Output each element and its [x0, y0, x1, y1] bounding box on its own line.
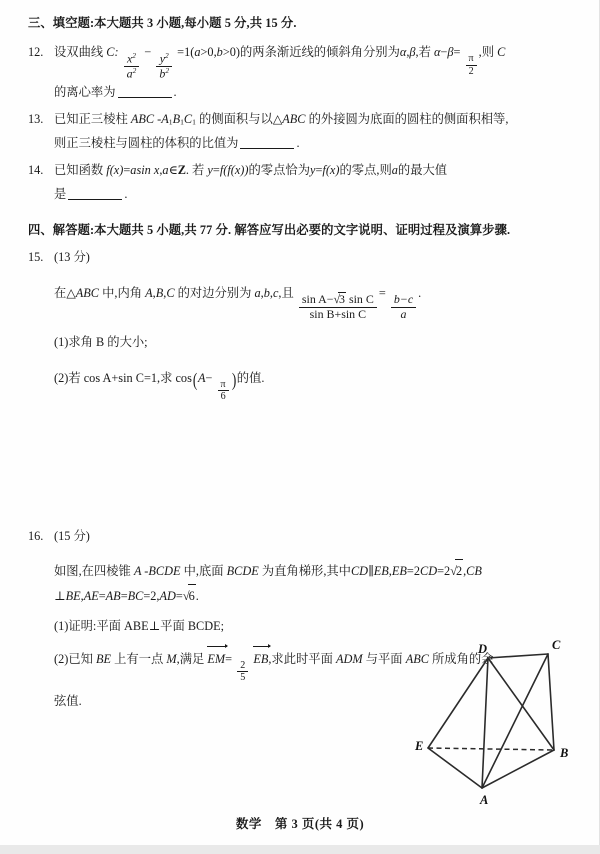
q12-beta2: β — [447, 45, 454, 60]
q13-line1-c: 的外接圆为底面的圆柱的侧面积相等, — [308, 111, 509, 126]
q15-sin-A: sin A — [301, 292, 327, 307]
q16-CD2: CD — [420, 564, 438, 579]
q15-c: c — [272, 286, 279, 301]
question-15-stem — [54, 282, 564, 321]
q13-C: C — [183, 111, 193, 126]
q12-frac-pi-2 — [466, 53, 477, 77]
q14-line2-post: . — [124, 186, 128, 201]
question-16-score: (15 分) — [54, 529, 90, 544]
q16-frac-den: 5 — [240, 672, 246, 684]
question-15-part2: (2)若 cos A+sin C=1,求 cos(A− $\frac{\pi}{6}$ )的值. — [54, 370, 265, 403]
question-16-stem-line1: 如图,在四棱锥 A -BCDE 中,底面 BCDE 为直角梯形,其中CD∥EB,EB=2CD=2√2,CB — [54, 559, 564, 584]
question-12-text — [54, 41, 564, 81]
figure-vertex-label-B: B — [560, 746, 569, 760]
q15-stem-a: 在 — [54, 286, 67, 301]
q16-sub2-f: 所成角的余 — [432, 652, 494, 667]
q14-ffx: f(f(x)) — [219, 162, 249, 177]
q15-sqrt3: 3 — [339, 292, 345, 307]
q13-ABC: ABC — [282, 111, 306, 126]
question-12-number: 12. — [28, 45, 44, 60]
q16-eq2: =2 — [437, 564, 451, 579]
q16-sub2-ABC: ABC — [405, 652, 429, 667]
q12-cond-b: b — [216, 45, 223, 60]
figure-edge-AB — [482, 750, 554, 788]
q15-c3: , — [260, 286, 264, 301]
q12-cond-gt1: >0, — [200, 45, 217, 60]
q16-sub2-c: ,满足 — [176, 652, 205, 667]
q14-fx2: f(x) — [322, 162, 340, 177]
q16-BE: BE — [65, 589, 81, 604]
q15-ABC: ABC — [75, 286, 100, 301]
q16-vector-EM: EM — [207, 647, 225, 672]
question-16-figure — [412, 636, 592, 808]
figure-edge-CA — [482, 654, 548, 788]
q14-line1-a: 已知函数 — [54, 162, 104, 177]
q13-B: B — [172, 111, 181, 126]
q16-sub2-a: (2)已知 — [54, 652, 93, 667]
q16-c3: , — [80, 589, 84, 604]
q13-line2-post: . — [296, 135, 300, 150]
q15-sub2-minus: − — [205, 371, 213, 386]
q14-in-symbol: ∈ — [168, 162, 178, 177]
question-12-line2 — [54, 81, 564, 105]
q12-curve-label: C: — [106, 45, 119, 60]
q16-sqrt6: 6 — [188, 584, 196, 609]
q12-ruo: ,若 — [415, 45, 431, 60]
q12-b-var: b — [159, 66, 166, 81]
q16-eq5: =2, — [143, 589, 160, 604]
question-13-number: 13. — [28, 111, 44, 126]
q14-y1: y — [207, 162, 213, 177]
q16-parallel-symbol: ∥ — [368, 564, 374, 579]
q12-comma: , — [406, 45, 410, 60]
q13-sub2: 1 — [180, 117, 184, 127]
q14-line1-c: 的零点,则 — [339, 162, 392, 177]
q14-a2: a — [162, 162, 169, 177]
q12-two: 2 — [468, 65, 474, 77]
q16-BC: BC — [127, 589, 144, 604]
figure-edge-EA — [428, 748, 482, 788]
q16-sub2-BE: BE — [96, 652, 112, 667]
q13-triangle-symbol: △ — [272, 111, 283, 126]
q12-equals: = — [453, 45, 461, 60]
q12-alpha2: α — [434, 45, 441, 60]
q12-answer-blank[interactable] — [118, 97, 172, 98]
q15-frac-pi-6 — [218, 379, 229, 403]
q12-mid: 的两条渐近线的倾斜角分别为 — [240, 45, 400, 60]
section-heading-answer-questions: 四、解答题:本大题共 5 小题,共 77 分. 解答应写出必要的文字说明、证明过程及演算步骤. — [28, 222, 511, 237]
q12-beta: β — [409, 45, 416, 60]
q13-prism: ABC -A — [130, 111, 169, 126]
q16-sub2-M: M — [166, 652, 177, 667]
page-bottom-strip — [0, 845, 600, 854]
question-14-number: 14. — [28, 162, 44, 177]
q12-C: C — [497, 45, 506, 60]
q14-eq2: = — [212, 162, 220, 177]
q14-ruo: . 若 — [185, 162, 205, 177]
q14-line2-pre: 是 — [54, 186, 67, 201]
q16-EB2: EB — [391, 564, 407, 579]
q12-frac-x2-a2: $\frac{x^2}{a^2}$ — [124, 52, 140, 81]
figure-edge-CB — [548, 654, 554, 750]
figure-vertex-label-A: A — [480, 793, 489, 807]
q15-stem-d: ,且 — [278, 286, 294, 301]
q12-pi: π — [466, 53, 477, 65]
q16-sub2-ADM: ADM — [335, 652, 363, 667]
q14-f: f — [106, 162, 110, 177]
question-16-part1: (1)证明:平面 ABE⊥平面 BCDE; — [54, 619, 225, 634]
q15-rhs-den: a — [400, 306, 407, 321]
q15-eq: = — [378, 286, 386, 301]
q16-sub2-d: ,求此时平面 — [268, 652, 333, 667]
question-14 — [18, 159, 564, 207]
q15-sub2-A: A — [198, 371, 206, 386]
q14-Z: Z — [177, 162, 186, 177]
q16-l1-c: 为直角梯形,其中 — [261, 564, 351, 579]
q16-CB: CB — [466, 564, 482, 579]
q16-eq1: =2 — [406, 564, 420, 579]
section-heading-fill-in-blank: 三、填空题:本大题共 3 小题,每小题 5 分,共 15 分. — [28, 16, 297, 30]
figure-vertex-label-D: D — [478, 642, 488, 656]
q16-frac-2-5 — [237, 660, 248, 684]
q16-sub2-e: 与平面 — [365, 652, 403, 667]
q15-period: . — [418, 286, 422, 301]
q16-AE: AE — [83, 589, 99, 604]
q12-lead: 设双曲线 — [54, 45, 104, 60]
q14-a3: a — [391, 162, 398, 177]
q14-answer-blank[interactable] — [68, 199, 122, 200]
q14-line1-b: 的零点恰为 — [248, 162, 310, 177]
question-15-number: 15. — [28, 250, 44, 265]
q12-minus2: − — [440, 45, 448, 60]
q12-line2-pre: 的离心率为 — [54, 84, 116, 99]
q16-CD: CD — [350, 564, 369, 579]
figure-edge-EB — [428, 748, 554, 750]
q13-line2-pre: 则正三棱柱与圆柱的体积的比值为 — [54, 135, 239, 150]
question-13 — [18, 108, 564, 156]
q15-c2: , — [163, 286, 167, 301]
q16-eq3: = — [98, 589, 106, 604]
q13-line1-b: 的侧面积与以 — [199, 111, 273, 126]
q16-eq6: = — [175, 589, 183, 604]
q14-y2: y — [310, 162, 316, 177]
q12-y-var: y — [159, 51, 166, 66]
question-13-text — [54, 108, 564, 132]
q15-sub2-b: 的值. — [236, 371, 265, 386]
q15-A: A — [145, 286, 153, 301]
q15-rhs-num: b−c — [391, 293, 416, 307]
q14-eq: = — [123, 162, 131, 177]
q16-EB: EB — [373, 564, 389, 579]
q15-triangle-symbol: △ — [66, 286, 76, 301]
q16-AD: AD — [159, 589, 176, 604]
question-14-text — [54, 159, 564, 183]
question-15-part1: (1)求角 B 的大小; — [54, 335, 148, 350]
q12-eq-tail: =1( — [177, 45, 195, 60]
q15-b: b — [263, 286, 270, 301]
q16-sub2-b: 上有一点 — [114, 652, 164, 667]
q15-sin-B: sin B — [309, 306, 335, 321]
question-15-score: (13 分) — [54, 250, 90, 265]
q16-frac-num: 2 — [237, 660, 248, 672]
q12-x-var: x — [126, 51, 133, 66]
q15-sub2-six: 6 — [220, 391, 226, 403]
q14-x-arg: (x) — [109, 162, 124, 177]
q16-AB: AB — [105, 589, 121, 604]
question-15 — [18, 246, 564, 402]
question-13-line2 — [54, 132, 564, 156]
q12-minus-sign: − — [144, 45, 152, 60]
q15-sin-C: sin C — [348, 292, 374, 307]
question-16-number: 16. — [28, 529, 44, 544]
q15-a: a — [254, 286, 261, 301]
q14-eq3: = — [315, 162, 323, 177]
q16-l1-a: 如图,在四棱锥 — [54, 564, 131, 579]
q14-line1-d: 的最大值 — [397, 162, 448, 177]
question-16-part2-cont: 弦值. — [54, 693, 82, 708]
q13-line1-a: 已知正三棱柱 — [54, 111, 128, 126]
q16-l1-b: 中,底面 — [183, 564, 224, 579]
q15-B: B — [155, 286, 164, 301]
question-14-line2 — [54, 183, 564, 207]
figure-edge-DB — [488, 658, 554, 750]
page-footer: 数学 第 3 页(共 4 页) — [235, 817, 365, 831]
q16-eq4: = — [120, 589, 128, 604]
q12-a-var: a — [126, 66, 133, 81]
q14-sin-x: sin x — [136, 162, 160, 177]
q15-den-plus: + — [334, 306, 342, 321]
q15-den-sin-C: sin C — [341, 306, 367, 321]
q15-stem-b: 中,内角 — [102, 286, 143, 301]
q14-comma1: , — [159, 162, 163, 177]
q16-base: BCDE — [226, 564, 259, 579]
q13-answer-blank[interactable] — [240, 148, 294, 149]
q16-c1: , — [388, 564, 392, 579]
q15-frac-sine-rule: $\frac{\text{sin A−√3 sin C}}{\text{sin B+sin C}}$ — [299, 292, 377, 321]
figure-edge-DC — [488, 654, 548, 658]
q15-sub2-pi: π — [218, 379, 229, 391]
figure-edge-DA — [482, 658, 488, 788]
q16-vec-eq: = — [225, 652, 233, 667]
q16-period: . — [195, 589, 199, 604]
question-16-stem-line2: ⊥BE,AE=AB=BC=2,AD=√6. — [54, 584, 564, 609]
q15-sub2-a: (2)若 cos A+sin C=1,求 cos — [54, 371, 192, 386]
q15-c4: , — [269, 286, 273, 301]
q16-perp-symbol: ⊥ — [54, 589, 66, 604]
figure-edge-DE — [428, 658, 488, 748]
q14-a1: a — [130, 162, 137, 177]
q15-frac-b-minus-c-over-a — [391, 293, 416, 321]
question-12 — [18, 41, 564, 104]
q15-c1: , — [152, 286, 156, 301]
q16-pyramid: A -BCDE — [133, 564, 181, 579]
q15-num-minus: − — [326, 292, 334, 307]
q12-then: ,则 — [478, 45, 495, 60]
figure-vertex-label-C: C — [552, 638, 561, 652]
q12-cond-gt2: >0) — [222, 45, 240, 60]
pyramid-diagram — [412, 636, 592, 808]
q12-frac-y2-b2: $\frac{y^2}{b^2}$ — [156, 52, 172, 81]
q15-stem-c: 的对边分别为 — [177, 286, 252, 301]
q13-sub3: 1 — [192, 117, 196, 127]
q12-cond-a: a — [194, 45, 201, 60]
q16-vector-EB: EB — [253, 647, 268, 672]
figure-vertex-label-E: E — [415, 739, 424, 753]
q12-line2-post: . — [173, 84, 177, 99]
q16-c2: , — [463, 564, 467, 579]
q12-alpha: α — [399, 45, 407, 60]
q16-sqrt2: 2 — [455, 559, 463, 584]
q15-C: C — [166, 286, 175, 301]
q13-sub1: 1 — [168, 117, 173, 127]
